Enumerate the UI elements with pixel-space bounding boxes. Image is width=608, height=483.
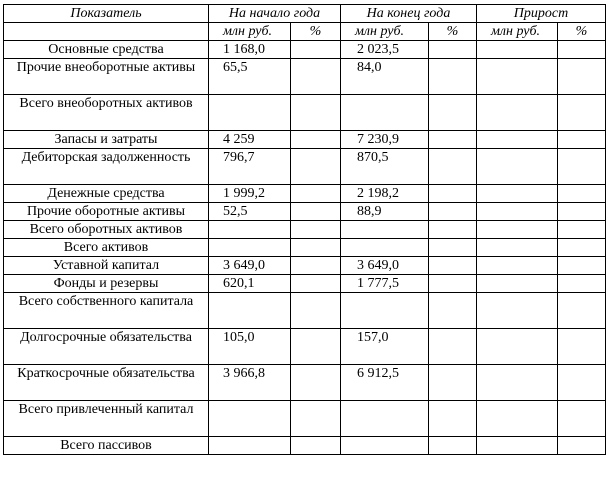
row-label: Всего внеоборотных активов (4, 95, 209, 131)
row-label: Прочие внеоборотные активы (4, 59, 209, 95)
end-value: 1 777,5 (341, 275, 429, 293)
end-percent (429, 437, 477, 455)
row-label: Дебиторская задолженность (4, 149, 209, 185)
subheader-growth-percent: % (558, 23, 606, 41)
start-percent (291, 257, 341, 275)
table-row (4, 293, 606, 329)
start-percent (291, 221, 341, 239)
growth-percent (558, 95, 606, 131)
end-percent (429, 59, 477, 95)
end-value (341, 95, 429, 131)
start-value (209, 95, 291, 131)
end-percent (429, 365, 477, 401)
growth-value (477, 131, 558, 149)
growth-percent (558, 257, 606, 275)
row-label: Уставной капитал (4, 257, 209, 275)
table-row (4, 239, 606, 257)
row-label: Всего пассивов (4, 437, 209, 455)
start-percent (291, 275, 341, 293)
row-label: Всего оборотных активов (4, 221, 209, 239)
start-percent (291, 59, 341, 95)
subheader-start-percent: % (291, 23, 341, 41)
start-value: 796,7 (209, 149, 291, 185)
growth-value (477, 257, 558, 275)
start-value (209, 221, 291, 239)
growth-percent (558, 401, 606, 437)
start-percent (291, 401, 341, 437)
end-percent (429, 257, 477, 275)
row-label: Фонды и резервы (4, 275, 209, 293)
growth-value (477, 41, 558, 59)
start-percent (291, 149, 341, 185)
growth-value (477, 401, 558, 437)
growth-value (477, 239, 558, 257)
start-value: 620,1 (209, 275, 291, 293)
end-value: 3 649,0 (341, 257, 429, 275)
end-value (341, 437, 429, 455)
row-label: Прочие оборотные активы (4, 203, 209, 221)
growth-percent (558, 149, 606, 185)
end-percent (429, 275, 477, 293)
growth-value (477, 329, 558, 365)
header-indicator: Показатель (4, 5, 209, 23)
table-row (4, 437, 606, 455)
end-percent (429, 203, 477, 221)
table-row (4, 365, 606, 401)
growth-percent (558, 437, 606, 455)
growth-percent (558, 275, 606, 293)
end-value (341, 293, 429, 329)
start-value (209, 437, 291, 455)
end-value: 6 912,5 (341, 365, 429, 401)
start-percent (291, 293, 341, 329)
table-row (4, 185, 606, 203)
start-value: 105,0 (209, 329, 291, 365)
growth-value (477, 275, 558, 293)
end-value: 2 198,2 (341, 185, 429, 203)
end-percent (429, 401, 477, 437)
start-value: 3 649,0 (209, 257, 291, 275)
end-value: 2 023,5 (341, 41, 429, 59)
table-row (4, 59, 606, 95)
growth-value (477, 437, 558, 455)
start-value: 3 966,8 (209, 365, 291, 401)
growth-percent (558, 131, 606, 149)
growth-percent (558, 239, 606, 257)
row-label: Всего привлеченный капитал (4, 401, 209, 437)
start-value: 52,5 (209, 203, 291, 221)
growth-percent (558, 185, 606, 203)
start-value (209, 239, 291, 257)
subheader-empty (4, 23, 209, 41)
row-label: Долгосрочные обязательства (4, 329, 209, 365)
end-value (341, 401, 429, 437)
subheader-end-percent: % (429, 23, 477, 41)
growth-percent (558, 329, 606, 365)
start-value: 65,5 (209, 59, 291, 95)
start-value: 4 259 (209, 131, 291, 149)
growth-value (477, 95, 558, 131)
table-row (4, 95, 606, 131)
end-percent (429, 221, 477, 239)
end-percent (429, 131, 477, 149)
end-value: 7 230,9 (341, 131, 429, 149)
table-row (4, 149, 606, 185)
table-row (4, 257, 606, 275)
end-value: 870,5 (341, 149, 429, 185)
subheader-growth-unit: млн руб. (477, 23, 558, 41)
end-percent (429, 239, 477, 257)
table-row (4, 41, 606, 59)
table-row (4, 131, 606, 149)
start-value: 1 168,0 (209, 41, 291, 59)
table-row (4, 329, 606, 365)
end-percent (429, 329, 477, 365)
row-label: Краткосрочные обязательства (4, 365, 209, 401)
end-value (341, 221, 429, 239)
table-row (4, 203, 606, 221)
start-percent (291, 95, 341, 131)
row-label: Денежные средства (4, 185, 209, 203)
header-growth: Прирост (477, 5, 606, 23)
start-percent (291, 41, 341, 59)
start-percent (291, 203, 341, 221)
start-percent (291, 131, 341, 149)
row-label: Всего активов (4, 239, 209, 257)
growth-percent (558, 59, 606, 95)
end-value: 88,9 (341, 203, 429, 221)
growth-value (477, 149, 558, 185)
start-percent (291, 239, 341, 257)
header-end-of-year: На конец года (341, 5, 477, 23)
end-value: 84,0 (341, 59, 429, 95)
growth-value (477, 293, 558, 329)
start-value (209, 401, 291, 437)
growth-value (477, 365, 558, 401)
start-percent (291, 365, 341, 401)
growth-percent (558, 41, 606, 59)
row-label: Основные средства (4, 41, 209, 59)
start-percent (291, 437, 341, 455)
row-label: Всего собственного капитала (4, 293, 209, 329)
start-value (209, 293, 291, 329)
table-row (4, 275, 606, 293)
end-value: 157,0 (341, 329, 429, 365)
subheader-start-unit: млн руб. (209, 23, 291, 41)
table-row (4, 401, 606, 437)
growth-value (477, 221, 558, 239)
end-percent (429, 41, 477, 59)
end-percent (429, 185, 477, 203)
growth-percent (558, 221, 606, 239)
start-value: 1 999,2 (209, 185, 291, 203)
end-percent (429, 293, 477, 329)
subheader-row (4, 23, 606, 41)
start-percent (291, 185, 341, 203)
header-start-of-year: На начало года (209, 5, 341, 23)
start-percent (291, 329, 341, 365)
end-value (341, 239, 429, 257)
end-percent (429, 149, 477, 185)
growth-percent (558, 203, 606, 221)
row-label: Запасы и затраты (4, 131, 209, 149)
table-row (4, 221, 606, 239)
growth-percent (558, 293, 606, 329)
balance-table (3, 4, 606, 455)
header-row (4, 5, 606, 23)
end-percent (429, 95, 477, 131)
growth-percent (558, 365, 606, 401)
growth-value (477, 59, 558, 95)
subheader-end-unit: млн руб. (341, 23, 429, 41)
growth-value (477, 203, 558, 221)
growth-value (477, 185, 558, 203)
